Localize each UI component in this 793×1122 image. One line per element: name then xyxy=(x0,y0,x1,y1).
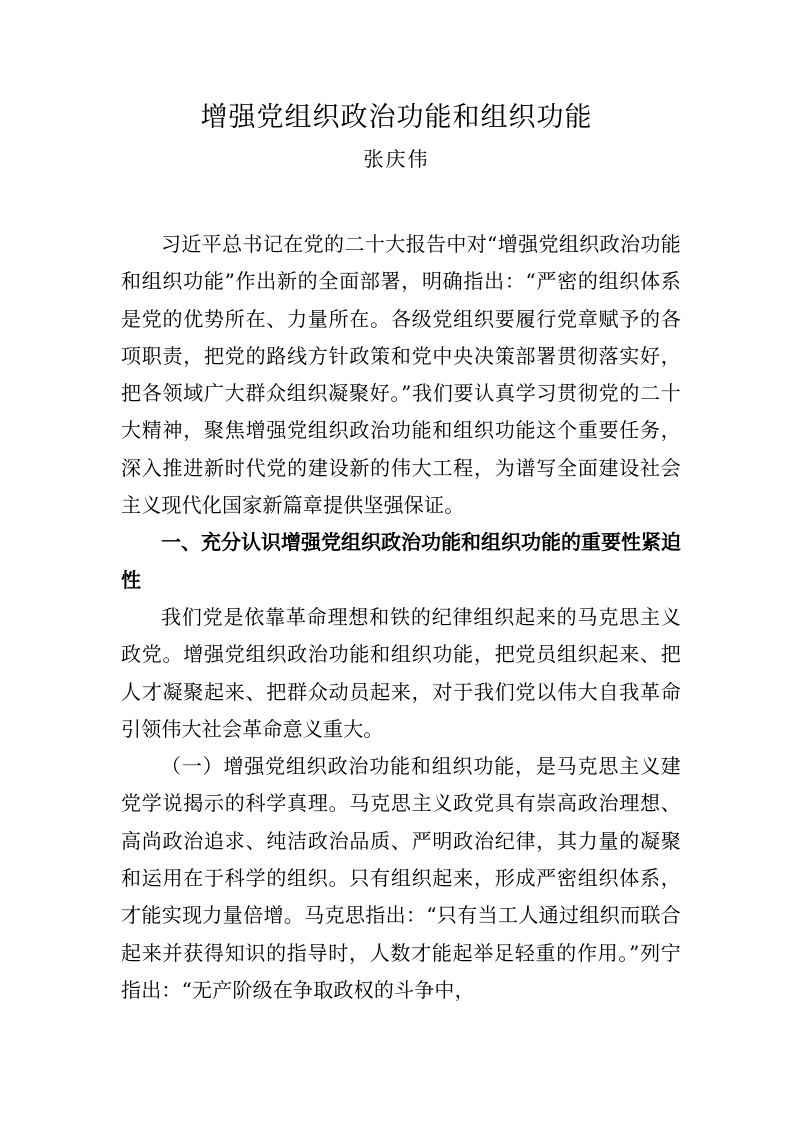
article-body xyxy=(121,226,681,1009)
section-heading: 一、充分认识增强党组织政治功能和组织功能的重要性紧迫性 xyxy=(121,530,681,592)
author-name: 张庆伟 xyxy=(363,147,430,171)
body-paragraph: 我们党是依靠革命理想和铁的纪律组织起来的马克思主义政党。增强党组织政治功能和组织功能，把党员组织起来、把人才凝聚起来、把群众动员起来，对于我们党以伟大自我革命引领伟大社会革命意义重大。 xyxy=(121,604,681,741)
subsection-paragraph: （一）增强党组织政治功能和组织功能，是马克思主义建党学说揭示的科学真理。马克思主义政党具有崇高政治理想、高尚政治追求、纯洁政治品质、严明政治纪律，其力量的凝聚和运用在于科学的组织。只有组织起来，形成严密组织体系，才能实现力量倍增。马克思指出：“只有当工人通过组织而联合起来并获得知识的指导时，人数才能起举足轻重的作用。”列宁指出：“无产阶级在争取政权的斗争中， xyxy=(121,754,681,1002)
intro-paragraph: 习近平总书记在党的二十大报告中对“增强党组织政治功能和组织功能”作出新的全面部署，明确指出：“严密的组织体系是党的优势所在、力量所在。各级党组织要履行党章赋予的各项职责，把党的路线方针政策和党中央决策部署贯彻落实好，把各领域广大群众组织凝聚好。”我们要认真学习贯彻党的二十大精神，聚焦增强党组织政治功能和组织功能这个重要任务，深入推进新时代党的建设新的伟大工程，为谱写全面建设社会主义现代化国家新篇章提供坚强保证。 xyxy=(121,232,681,518)
page-title: 增强党组织政治功能和组织功能 xyxy=(200,102,593,133)
